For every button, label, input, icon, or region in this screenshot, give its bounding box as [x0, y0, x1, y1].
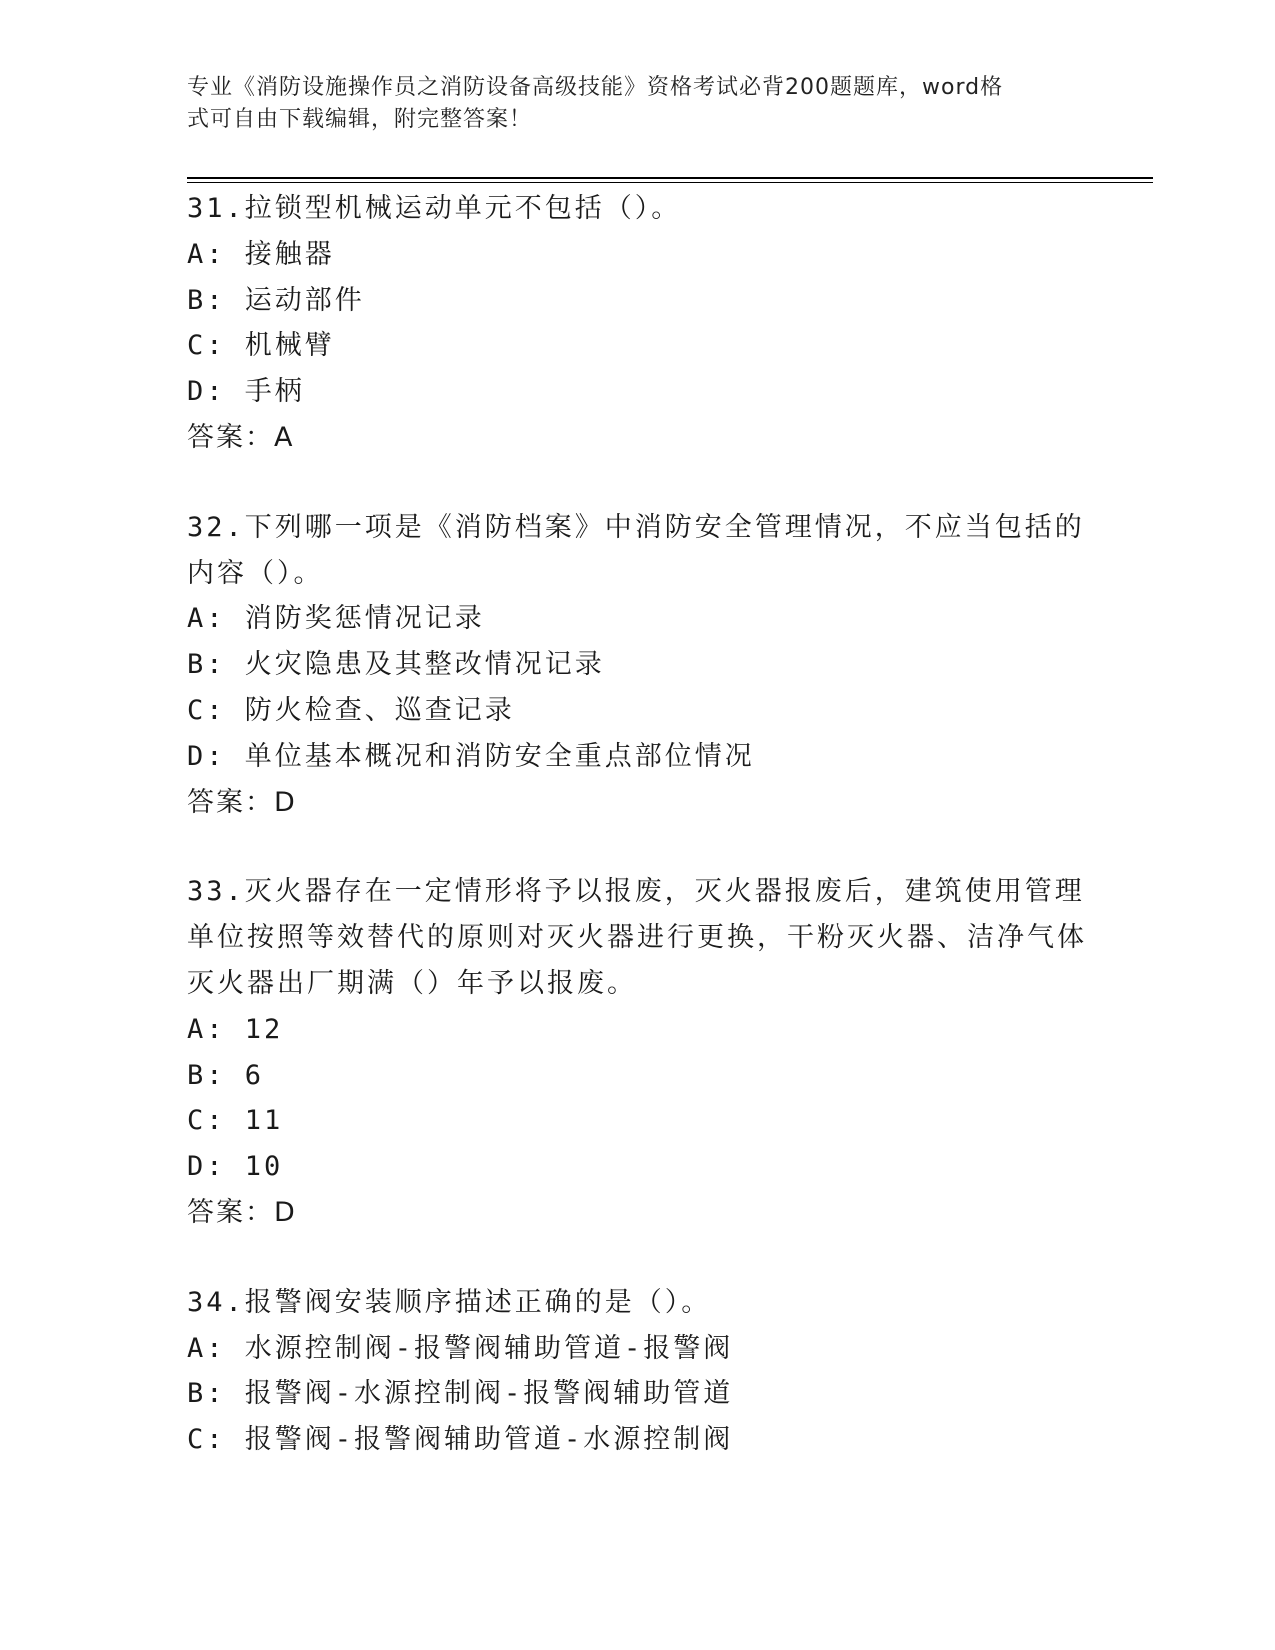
question-stem: 32.下列哪一项是《消防档案》中消防安全管理情况，不应当包括的内容（）。: [187, 511, 1085, 589]
question-34: [187, 1280, 1087, 1463]
option-a: A: 12: [187, 1013, 284, 1045]
option-d: D: 手柄: [187, 376, 305, 408]
option-c: C: 11: [187, 1105, 284, 1137]
option-c: C: 机械臂: [187, 330, 335, 362]
answer-line: 答案：D: [187, 786, 297, 818]
option-b: B: 运动部件: [187, 284, 365, 316]
question-33: [187, 869, 1087, 1235]
document-header: [187, 72, 1067, 136]
option-c: C: 防火检查、巡查记录: [187, 694, 515, 726]
question-stem: 34.报警阀安装顺序描述正确的是（）。: [187, 1286, 712, 1318]
option-d: D: 单位基本概况和消防安全重点部位情况: [187, 740, 755, 772]
question-list: [187, 186, 1087, 1507]
question-stem: 33.灭火器存在一定情形将予以报废，灭火器报废后，建筑使用管理单位按照等效替代的原则对灭火器进行更换，干粉灭火器、洁净气体灭火器出厂期满（）年予以报废。: [187, 876, 1087, 999]
header-line-2: 式可自由下载编辑，附完整答案！: [187, 107, 533, 132]
option-b: B: 火灾隐患及其整改情况记录: [187, 649, 605, 681]
option-a: A: 消防奖惩情况记录: [187, 603, 485, 635]
answer-line: 答案：A: [187, 421, 295, 453]
header-divider-thin: [187, 182, 1153, 183]
answer-line: 答案：D: [187, 1196, 297, 1228]
option-a: A: 水源控制阀-报警阀辅助管道-报警阀: [187, 1332, 734, 1364]
question-stem: 31.拉锁型机械运动单元不包括（）。: [187, 193, 682, 224]
option-b: B: 6: [187, 1059, 265, 1091]
header-divider-thick: [187, 177, 1153, 179]
header-line-1: 专业《消防设施操作员之消防设备高级技能》资格考试必背200题题库，word格: [187, 75, 1004, 100]
option-a: A: 接触器: [187, 238, 335, 270]
option-d: D: 10: [187, 1151, 284, 1183]
question-31: [187, 186, 1087, 461]
option-c: C: 报警阀-报警阀辅助管道-水源控制阀: [187, 1424, 734, 1456]
option-b: B: 报警阀-水源控制阀-报警阀辅助管道: [187, 1378, 734, 1410]
question-32: [187, 505, 1087, 826]
